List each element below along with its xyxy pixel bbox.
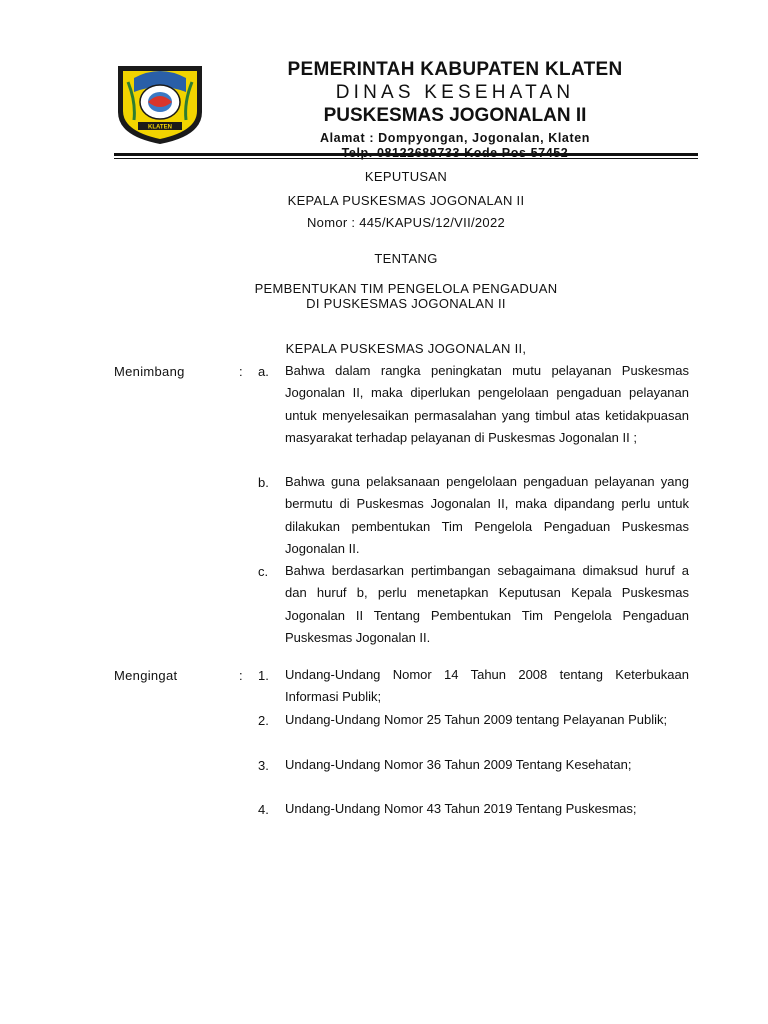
- letterhead: [210, 58, 700, 161]
- about-label: TENTANG: [374, 251, 438, 266]
- decree-type: KEPUTUSAN: [364, 169, 448, 184]
- menimbang-marker-c: c.: [258, 564, 269, 579]
- mengingat-item-1: Undang-Undang Nomor 14 Tahun 2008 tentang Keterbukaan Informasi Publik;: [285, 667, 689, 705]
- mengingat-colon: :: [239, 668, 243, 683]
- menimbang-label: Menimbang: [114, 364, 185, 379]
- emblem-text: KLATEN: [148, 124, 172, 131]
- government-name: PEMERINTAH KABUPATEN KLATEN: [287, 59, 623, 80]
- mengingat-marker-1: 1.: [258, 668, 269, 683]
- mengingat-item-4: Undang-Undang Nomor 43 Tahun 2019 Tentang Puskesmas;: [285, 801, 637, 816]
- mengingat-marker-2: 2.: [258, 713, 269, 728]
- menimbang-marker-a: a.: [258, 364, 269, 379]
- subject-line-1: PEMBENTUKAN TIM PENGELOLA PENGADUAN: [254, 281, 558, 296]
- subject-line-2: DI PUSKESMAS JOGONALAN II: [306, 296, 506, 311]
- menimbang-item-a: Bahwa dalam rangka peningkatan mutu pelayanan Puskesmas Jogonalan II, maka diperlukan pengelolaan pengaduan pelayanan untuk menyelesaikan permasalahan yang timbul atas ketidakpuasan masyarakat terhadap pelayanan di Puskesmas Jogonalan II ;: [285, 363, 689, 445]
- mengingat-marker-4: 4.: [258, 802, 269, 817]
- mengingat-marker-3: 3.: [258, 758, 269, 773]
- letterhead-divider-thick: [114, 153, 698, 156]
- menimbang-item-b: Bahwa guna pelaksanaan pengelolaan pengaduan pelayanan yang bermutu di Puskesmas Jogonalan II, maka dipandang perlu untuk dilakukan pembentukan Tim Pengelola Pengaduan Puskesmas Jogonalan II.: [285, 474, 689, 556]
- decree-number: Nomor : 445/KAPUS/12/VII/2022: [306, 215, 506, 230]
- menimbang-item-c: Bahwa berdasarkan pertimbangan sebagaimana dimaksud huruf a dan huruf b, perlu menetapkan Keputusan Kepala Puskesmas Jogonalan II Tentang Pembentukan Tim Pengelola Pengaduan Puskesmas Jogonalan II.: [285, 563, 689, 645]
- menimbang-colon: :: [239, 364, 243, 379]
- decree-issuer: KEPALA PUSKESMAS JOGONALAN II: [287, 193, 525, 208]
- mengingat-item-2: Undang-Undang Nomor 25 Tahun 2009 tentang Pelayanan Publik;: [285, 712, 668, 727]
- menimbang-marker-b: b.: [258, 475, 269, 490]
- mengingat-item-3: Undang-Undang Nomor 36 Tahun 2009 Tentang Kesehatan;: [285, 757, 632, 772]
- agency-name: DINAS KESEHATAN: [335, 82, 575, 103]
- mengingat-label: Mengingat: [114, 668, 178, 683]
- letterhead-divider-thin: [114, 158, 698, 159]
- address-line: Alamat : Dompyongan, Jogonalan, Klaten: [319, 131, 591, 145]
- klaten-regency-emblem: [114, 62, 206, 146]
- health-center-name: PUSKESMAS JOGONALAN II: [323, 105, 587, 126]
- speaker-line: KEPALA PUSKESMAS JOGONALAN II,: [285, 341, 527, 356]
